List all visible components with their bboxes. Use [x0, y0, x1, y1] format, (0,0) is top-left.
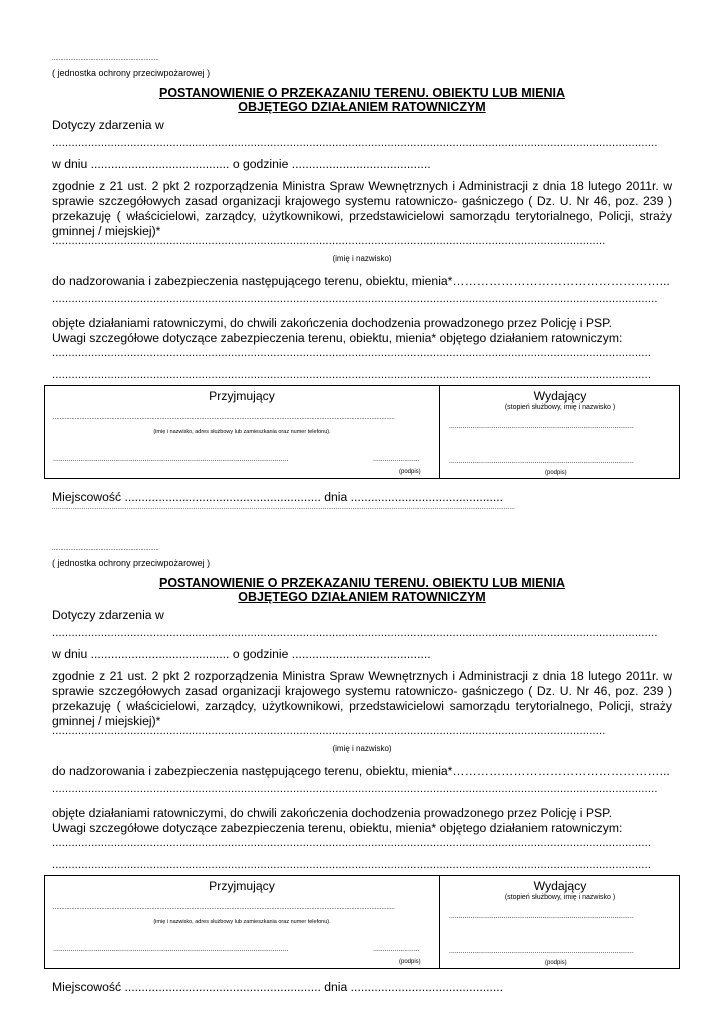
issuer-details-field[interactable]: ...............................................................................................	[449, 913, 634, 920]
unit-label: ( jednostka ochrony przeciwpożarowej )	[52, 558, 211, 568]
signature-box	[44, 875, 680, 969]
issuer-caption: (stopień służbowy, imię i nazwisko )	[504, 404, 616, 411]
unit-dots: ................................................................	[52, 56, 159, 62]
issuer-details-field[interactable]: ...............................................................................................	[449, 423, 634, 430]
document-title-line1: POSTANOWIENIE O PRZEKAZANIU TERENU. OBIEKTU LUB MIENIA	[158, 86, 566, 100]
legal-text-last: gminnej / miejskiej)*	[52, 224, 161, 238]
incident-label: Dotyczy zdarzenia w	[52, 118, 164, 132]
incident-field[interactable]: ..........................................................................................................................................................................................	[52, 627, 658, 639]
place-date-field[interactable]: Miejscowość .......................................................... dnia .............................................	[52, 490, 504, 504]
recipient-name-field[interactable]: ..........................................................................................................................................................................	[52, 235, 606, 247]
remarks-label: Uwagi szczegółowe dotyczące zabezpieczenia terenu, obiektu, mienia* objętego działaniem ratowniczym:	[52, 331, 623, 345]
issuer-signature-label: (podpis)	[545, 960, 567, 966]
recipient-name-field[interactable]: ..........................................................................................................................................................................	[52, 725, 606, 737]
receiver-caption: (imię i nazwisko, adres służbowy lub zamieszkania oraz numer telefonu).	[153, 429, 331, 435]
covered-text: objęte działaniami ratowniczymi, do chwili zakończenia dochodzenia prowadzonego przez Policję i PSP.	[52, 316, 613, 330]
legal-basis-text	[52, 179, 672, 239]
document-title-line2: OBJĘTEGO DZIAŁANIEM RATOWNICZYM	[238, 590, 486, 604]
receiver-details-field[interactable]: .............................................................................................................................................................................................................	[53, 905, 395, 911]
bottom-dots: ........................................................................................................................................................................................................................................................	[52, 505, 516, 511]
remarks-field-2[interactable]: ........................................................................................................................................................................................	[52, 859, 652, 871]
receiver-extra-field[interactable]: .........................................................................................................................	[53, 456, 289, 463]
issuer-caption: (stopień służbowy, imię i nazwisko )	[504, 894, 616, 901]
legal-basis-text	[52, 669, 672, 729]
document-title-line2: OBJĘTEGO DZIAŁANIEM RATOWNICZYM	[238, 100, 486, 114]
date-time-field[interactable]: w dniu ......................................... o godzinie .........................................	[52, 647, 431, 661]
legal-text-last: gminnej / miejskiej)*	[52, 714, 161, 728]
receiver-title: Przyjmujący	[209, 389, 275, 403]
receiver-extra-field[interactable]: .........................................................................................................................	[53, 946, 289, 953]
object-field[interactable]: ..........................................................................................................................................................................................	[52, 783, 658, 795]
signature-box	[44, 385, 680, 479]
receiver-caption: (imię i nazwisko, adres służbowy lub zamieszkania oraz numer telefonu).	[153, 919, 331, 925]
incident-label: Dotyczy zdarzenia w	[52, 608, 164, 622]
legal-text: zgodnie z 21 ust. 2 pkt 2 rozporządzenia Ministra Spraw Wewnętrznych i Administracji z dnia 18 lutego 2011r. w sprawie szczegółowych zasad organizacji krajowego systemu ratowniczo- gaśniczego ( Dz. U. Nr 46, poz. 239 ) przekazuję ( właścicielowi, zarządcy, użytkownikowi, przedstawicielowi samorządu terytorialnego, Policji, straży	[52, 179, 672, 223]
unit-label: ( jednostka ochrony przeciwpożarowej )	[52, 68, 211, 78]
name-caption: (imię i nazwisko)	[332, 744, 392, 753]
remarks-field-1[interactable]: ........................................................................................................................................................................................	[52, 347, 652, 359]
remarks-label: Uwagi szczegółowe dotyczące zabezpieczenia terenu, obiektu, mienia* objętego działaniem ratowniczym:	[52, 821, 623, 835]
receiver-signature-field[interactable]: ........................	[373, 456, 420, 463]
supervise-field[interactable]: do nadzorowania i zabezpieczenia następującego terenu, obiektu, mienia*……………………………………………...	[52, 764, 670, 778]
issuer-signature-field[interactable]: ...............................................................................................	[449, 948, 634, 955]
legal-text: zgodnie z 21 ust. 2 pkt 2 rozporządzenia Ministra Spraw Wewnętrznych i Administracji z dnia 18 lutego 2011r. w sprawie szczegółowych zasad organizacji krajowego systemu ratowniczo- gaśniczego ( Dz. U. Nr 46, poz. 239 ) przekazuję ( właścicielowi, zarządcy, użytkownikowi, przedstawicielowi samorządu terytorialnego, Policji, straży	[52, 669, 672, 713]
issuer-title: Wydający	[533, 389, 587, 403]
incident-field[interactable]: ..........................................................................................................................................................................................	[52, 137, 658, 149]
remarks-field-2[interactable]: ........................................................................................................................................................................................	[52, 369, 652, 381]
receiver-signature-label: (podpis)	[399, 959, 421, 965]
issuer-signature-field[interactable]: ...............................................................................................	[449, 458, 634, 465]
issuer-title: Wydający	[533, 879, 587, 893]
name-caption: (imię i nazwisko)	[332, 254, 392, 263]
object-field[interactable]: ..........................................................................................................................................................................................	[52, 293, 658, 305]
issuer-signature-label: (podpis)	[545, 470, 567, 476]
unit-dots: ................................................................	[52, 546, 159, 552]
receiver-details-field[interactable]: .............................................................................................................................................................................................................	[53, 415, 395, 421]
date-time-field[interactable]: w dniu ......................................... o godzinie .........................................	[52, 157, 431, 171]
remarks-field-1[interactable]: ........................................................................................................................................................................................	[52, 837, 652, 849]
place-date-field[interactable]: Miejscowość .......................................................... dnia .............................................	[52, 980, 504, 994]
receiver-title: Przyjmujący	[209, 879, 275, 893]
document-title-line1: POSTANOWIENIE O PRZEKAZANIU TERENU. OBIEKTU LUB MIENIA	[158, 576, 566, 590]
receiver-signature-label: (podpis)	[399, 469, 421, 475]
receiver-signature-field[interactable]: ........................	[373, 946, 420, 953]
covered-text: objęte działaniami ratowniczymi, do chwili zakończenia dochodzenia prowadzonego przez Policję i PSP.	[52, 806, 613, 820]
supervise-field[interactable]: do nadzorowania i zabezpieczenia następującego terenu, obiektu, mienia*……………………………………………...	[52, 274, 670, 288]
